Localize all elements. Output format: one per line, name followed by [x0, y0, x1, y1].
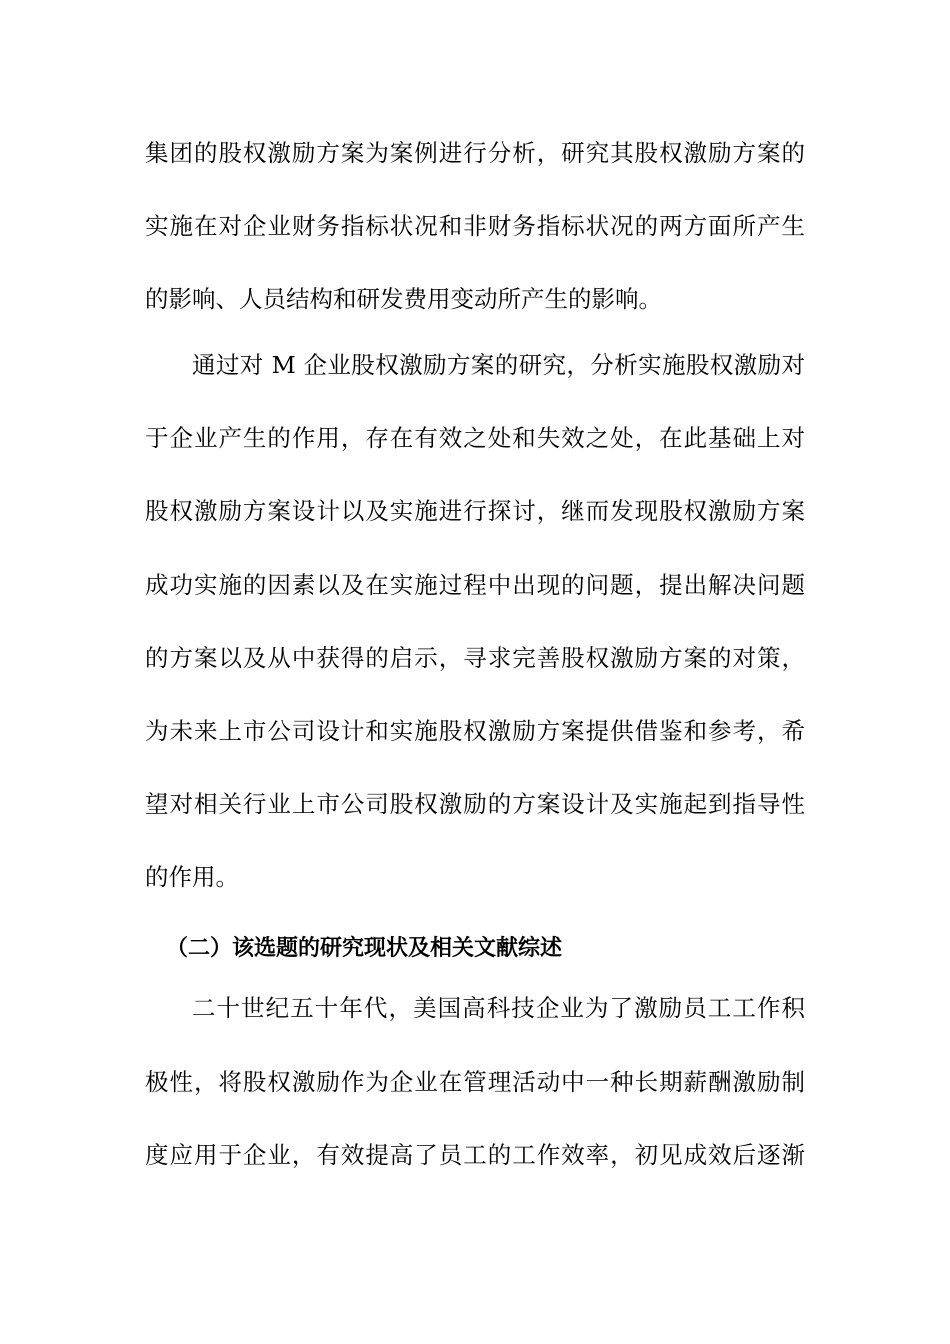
paragraph-2-line-7: 望对相关行业上市公司股权激励的方案设计及实施起到指导性 — [145, 790, 805, 818]
paragraph-2-line-5: 的方案以及从中获得的启示，寻求完善股权激励方案的对策， — [145, 644, 805, 672]
section-heading: （二）该选题的研究现状及相关文献综述 — [166, 936, 563, 961]
paragraph-1-line-2: 实施在对企业财务指标状况和非财务指标状况的两方面所产生 — [145, 212, 805, 240]
paragraph-2-line-1: 通过对 M 企业股权激励方案的研究，分析实施股权激励对 — [192, 351, 805, 379]
section-paragraph-line-1: 二十世纪五十年代，美国高科技企业为了激励员工工作积 — [192, 994, 805, 1022]
paragraph-2-line-6: 为未来上市公司设计和实施股权激励方案提供借鉴和参考，希 — [145, 717, 805, 745]
paragraph-2-line-3: 股权激励方案设计以及实施进行探讨，继而发现股权激励方案 — [145, 497, 805, 525]
paragraph-1-line-3: 的影响、人员结构和研发费用变动所产生的影响。 — [145, 285, 662, 313]
paragraph-2-line-2: 于企业产生的作用，存在有效之处和失效之处，在此基础上对 — [145, 424, 805, 452]
paragraph-2-line-4: 成功实施的因素以及在实施过程中出现的问题，提出解决问题 — [145, 571, 805, 599]
section-paragraph-line-2: 极性，将股权激励作为企业在管理活动中一种长期薪酬激励制 — [145, 1068, 805, 1096]
paragraph-1-line-1: 集团的股权激励方案为案例进行分析，研究其股权激励方案的 — [145, 139, 805, 167]
paragraph-2-line-8: 的作用。 — [145, 863, 239, 891]
section-paragraph-line-3: 度应用于企业，有效提高了员工的工作效率，初见成效后逐渐 — [145, 1141, 805, 1169]
